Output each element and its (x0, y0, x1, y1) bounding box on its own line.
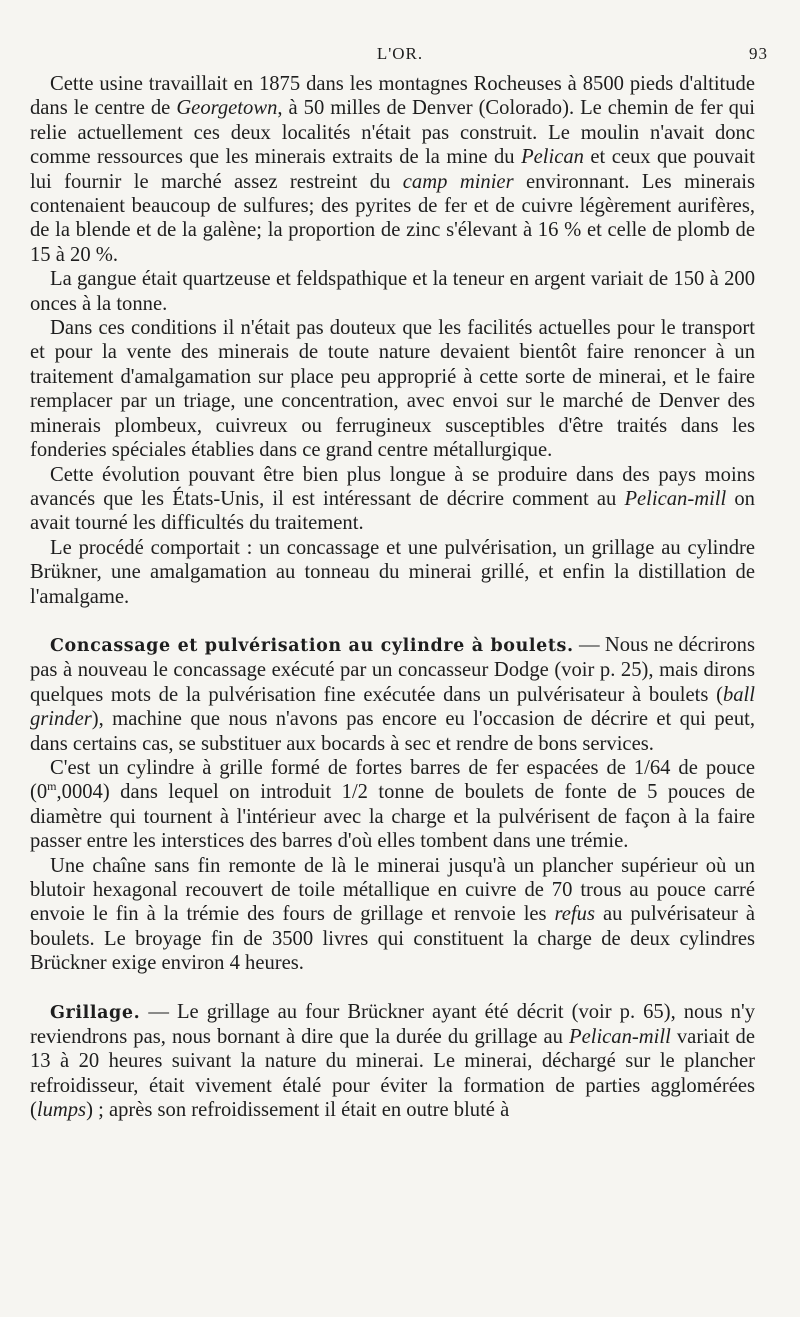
section-gap (30, 609, 755, 633)
italic-term: refus (554, 903, 595, 926)
page-number: 93 (749, 44, 768, 63)
italic-term: ball grinder (30, 683, 755, 731)
text-run: C'est un cylindre à grille formé de fortes barres de fer espacées de 1/64 de pouce (0 (30, 756, 755, 804)
paragraph-grillage (30, 1000, 755, 1123)
italic-term: Georgetown (176, 97, 278, 120)
paragraph-concassage (30, 633, 755, 756)
paragraph-chaine (30, 854, 755, 976)
italic-term: camp minier (402, 170, 514, 193)
paragraph-evolution (30, 463, 755, 536)
text-run: au pulvérisateur à boulets. Le broyage fin de 3500 livres qui constituent la charge de deux cylindres Brückner exige environ 4 heures. (30, 903, 755, 975)
paragraph-conditions: Dans ces conditions il n'était pas douteux que les facilités actuelles pour le transport et pour la vente des minerais de toute nature devaient bientôt faire renoncer à un traitement d'amalgamation sur place peu approprié à cette sorte de minerai, et le faire remplacer par un triage, une concentration, avec envoi sur le marché de Denver des minerais plombeux, cuivreux ou ferrugineux susceptibles d'être traités dans les fonderies spéciales établies dans ce grand centre métallurgique. (30, 317, 755, 462)
paragraph-gangue: La gangue était quartzeuse et feldspathique et la teneur en argent variait de 150 à 200 onces à la tonne. (30, 268, 755, 315)
italic-term: lumps (36, 1099, 87, 1122)
italic-term: Pelican (521, 146, 584, 169)
text-run: ) ; après son refroidissement il était en outre bluté à (86, 1099, 510, 1122)
text-run: ), machine que nous n'avons pas encore eu l'occasion de décrire et qui peut, dans certains cas, se substituer aux bocards à sec et rendre de bons services. (30, 708, 755, 755)
text-run: Cette évolution pouvant être bien plus longue à se produire dans des pays moins avancés que les États-Unis, il est intéressant de décrire comment au (30, 463, 755, 510)
text-run: , à 50 milles de Denver (Colorado). Le chemin de fer qui relie actuellement ces deux localités n'était pas construit. Le moulin n'avait donc comme ressources que les minerais extraits de la mine du (30, 97, 755, 169)
paragraph-usine (30, 72, 755, 267)
text-run: et ceux que pouvait lui fournir le marché assez restreint du (30, 146, 755, 193)
text-run: variait de 13 à 20 heures suivant la nature du minerai. Le minerai, déchargé sur le plancher refroidisseur, était vivement étalé pour éviter la formation de parties agglomérées ( (30, 1026, 755, 1122)
superscript-unit: m (47, 779, 57, 794)
page-title: L'OR. (376, 44, 424, 63)
text-run: Cette usine travaillait en 1875 dans les montagnes Rocheuses à 8500 pieds d'altitude dans le centre de (30, 73, 755, 120)
running-head (30, 44, 770, 68)
paragraph-procede: Le procédé comportait : un concassage et une pulvérisation, un grillage au cylindre Brükner, une amalgamation au tonneau du minerai grillé, et enfin la distillation de l'amalgame. (30, 536, 755, 608)
section-heading-concassage: Concassage et pulvérisation au cylindre à boulets. (50, 635, 574, 656)
text-run: environnant. Les minerais contenaient beaucoup de sulfures; des pyrites de fer et de cuivre légèrement aurifères, de la blende et de la galène; la proportion de zinc s'élevant à 16 % et celle de plomb de 15 à 20 %. (30, 170, 755, 266)
body-text (30, 72, 755, 1123)
italic-term: Pelican-mill (569, 1026, 671, 1049)
text-run: on avait tourné les difficultés du traitement. (30, 487, 755, 535)
text-run: — Le grillage au four Brückner ayant été décrit (voir p. 65), nous n'y reviendrons pas, nous bornant à dire que la durée du grillage au (30, 1000, 755, 1049)
paragraph-cylindre (30, 756, 755, 854)
italic-term: Pelican-mill (624, 487, 727, 510)
text-run: ,0004) dans lequel on introduit 1/2 tonne de boulets de fonte de 5 pouces de diamètre qui tournent à l'intérieur avec la charge et la pulvérisent de façon à la faire passer entre les interstices des barres d'où elles tombent dans une trémie. (30, 781, 755, 853)
text-run: Une chaîne sans fin remonte de là le minerai jusqu'à un plancher supérieur où un blutoir hexagonal recouvert de toile métallique en cuivre de 70 trous au pouce carré envoie le fin à la trémie des fours de grillage et renvoie les (30, 854, 755, 926)
section-heading-grillage: Grillage. (50, 1002, 141, 1023)
text-run: — Nous ne décrirons pas à nouveau le concassage exécuté par un concasseur Dodge (voir p. 25), mais dirons quelques mots de la pulvérisation fine exécutée dans un pulvérisateur à boulets ( (30, 633, 755, 706)
section-gap (30, 976, 755, 1000)
